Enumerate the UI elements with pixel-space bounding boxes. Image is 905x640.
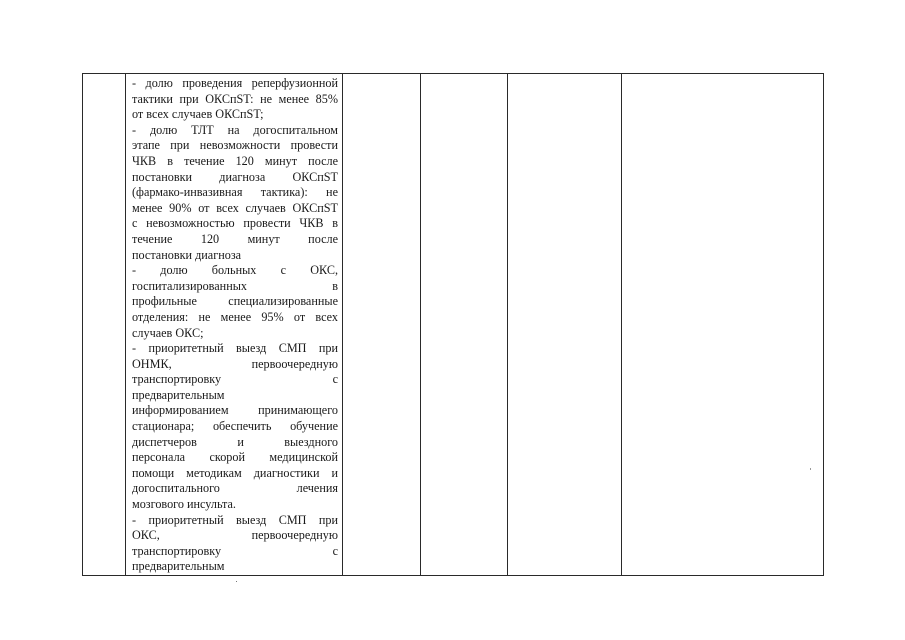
table-row (83, 74, 824, 576)
text-line: профильные специализированные (132, 294, 338, 309)
text-line: (фармако-инвазивная тактика): не (132, 185, 338, 200)
text-line: стационара; обеспечить обучение (132, 419, 338, 434)
measure-paragraph (132, 76, 338, 123)
text-line: мозгового инсульта. (132, 497, 236, 512)
text-line: - приоритетный выезд СМП при (132, 512, 338, 527)
text-line: транспортировку с (132, 543, 338, 558)
table-cell-column-4 (421, 74, 508, 576)
text-line: персонала скорой медицинской (132, 450, 338, 465)
table-cell-column-5 (508, 74, 622, 576)
scan-speck (236, 581, 237, 582)
text-line: информированием принимающего (132, 403, 338, 418)
measure-paragraph (132, 513, 338, 575)
text-line: догоспитального лечения (132, 481, 338, 496)
text-line: от всех случаев ОКСпST; (132, 107, 264, 122)
text-line: ОКС, первоочередную (132, 528, 338, 543)
text-line: менее 90% от всех случаев ОКСпST (132, 200, 338, 215)
table-cell-measures (126, 74, 343, 576)
text-line: постановки диагноза (132, 247, 242, 262)
text-line: предварительным (132, 559, 225, 574)
text-line: предварительным (132, 387, 225, 402)
document-table (82, 73, 824, 576)
text-line: ОНМК, первоочередную (132, 356, 338, 371)
text-line: с невозможностью провести ЧКВ в (132, 216, 338, 231)
measure-paragraph (132, 263, 338, 341)
measure-paragraph (132, 341, 338, 513)
text-line: этапе при невозможности провести (132, 138, 338, 153)
text-line: - долю больных с ОКС, (132, 263, 338, 278)
text-line: - долю проведения реперфузионной (132, 76, 338, 90)
measures-text (126, 74, 342, 575)
table-cell-column-3 (343, 74, 421, 576)
table-cell-number (83, 74, 126, 576)
scan-speck (810, 468, 811, 470)
text-line: случаев ОКС; (132, 325, 204, 340)
text-line: - долю ТЛТ на догоспитальном (132, 122, 338, 137)
text-line: - приоритетный выезд СМП при (132, 341, 338, 356)
text-line: тактики при ОКСпST: не менее 85% (132, 91, 338, 106)
text-line: помощи методикам диагностики и (132, 465, 338, 480)
measure-paragraph (132, 123, 338, 263)
text-line: госпитализированных в (132, 278, 338, 293)
text-line: диспетчеров и выездного (132, 434, 338, 449)
text-line: транспортировку с (132, 372, 338, 387)
text-line: постановки диагноза ОКСпST (132, 169, 338, 184)
text-line: ЧКВ в течение 120 минут после (132, 153, 338, 168)
table-cell-column-6 (622, 74, 824, 576)
text-line: течение 120 минут после (132, 231, 338, 246)
text-line: отделения: не менее 95% от всех (132, 309, 338, 324)
